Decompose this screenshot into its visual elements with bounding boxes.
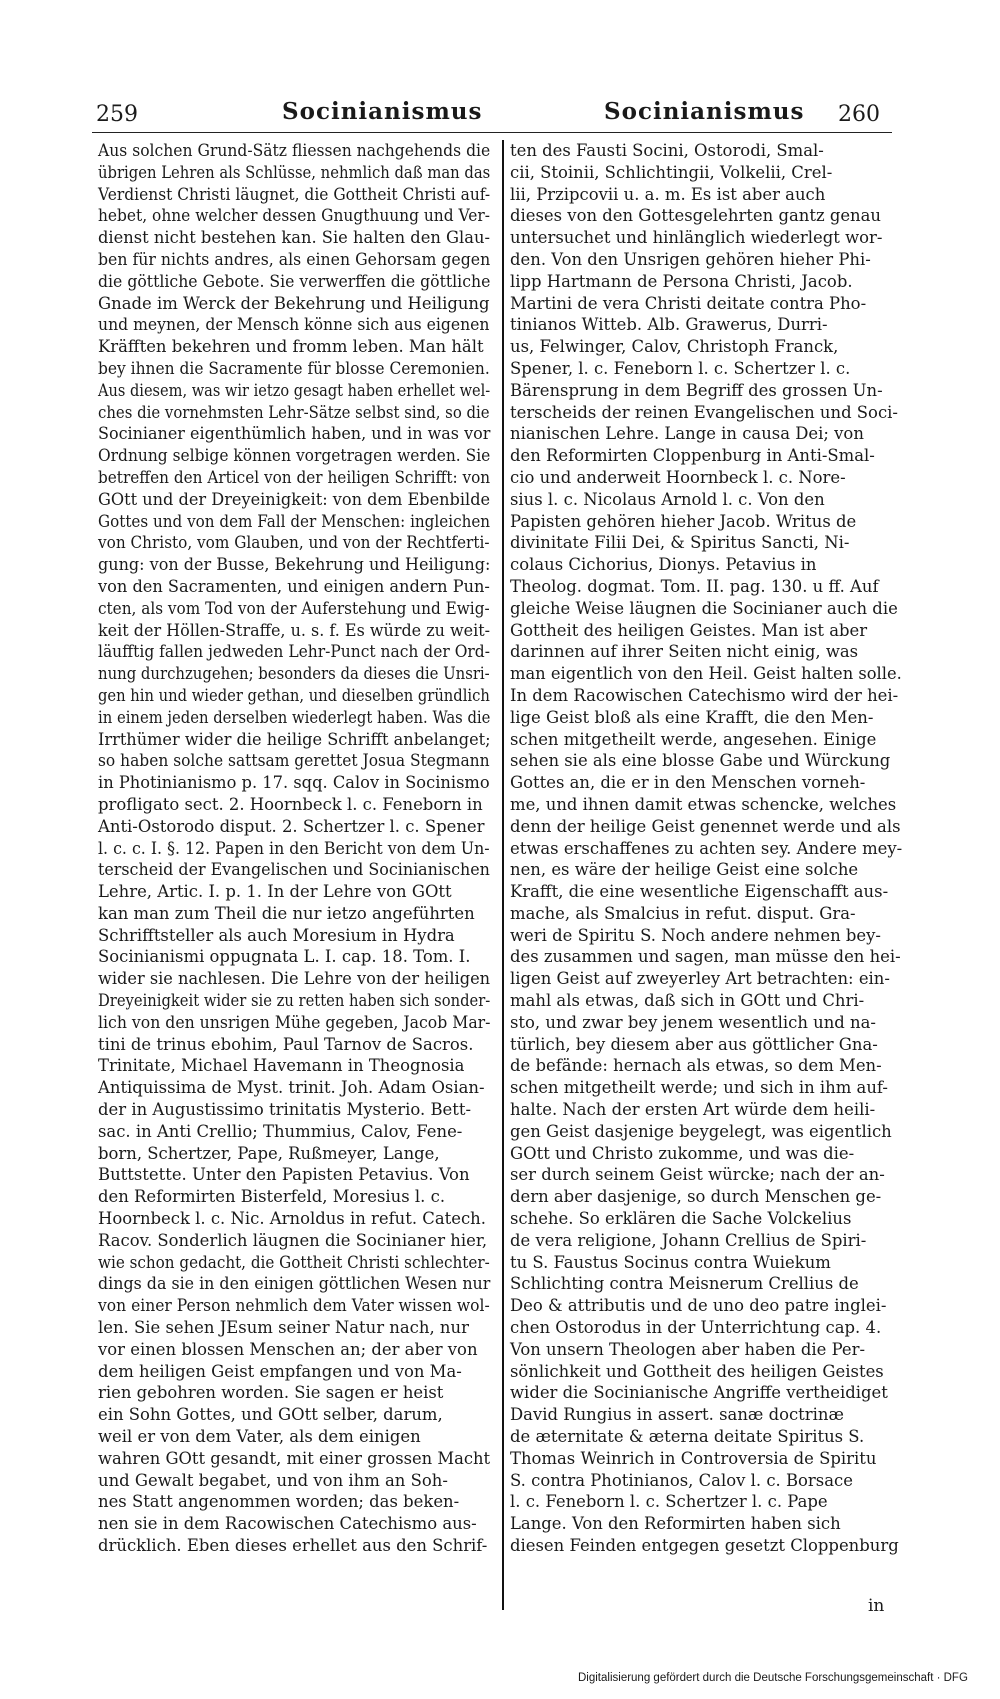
text-line: von Christo, vom Glauben, und von der Rechtferti- [98, 533, 490, 553]
left-page-number: 259 [96, 102, 138, 127]
text-line: so haben solche sattsam gerettet Josua Stegmann [98, 751, 490, 771]
text-line: weil er von dem Vater, als dem einigen [98, 1427, 421, 1447]
text-line: gen Geist dasjenige beygelegt, was eigentlich [510, 1121, 892, 1141]
text-line: S. contra Photinianos, Calov l. c. Borsace [510, 1470, 853, 1490]
text-line: colaus Cichorius, Dionys. Petavius in [510, 555, 817, 575]
text-line: lige Geist bloß als eine Krafft, die den Men- [510, 707, 874, 727]
text-line: de æternitate & æterna deitate Spiritus S. [510, 1427, 865, 1447]
text-line: de vera religione, Johann Crellius de Spiri- [510, 1230, 867, 1250]
text-line: schen mitgetheilt werde; und sich in ihm auf- [510, 1078, 888, 1098]
left-running-head: Socinianismus [282, 98, 483, 125]
text-line: sac. in Anti Crellio; Thummius, Calov, Fene- [98, 1121, 463, 1141]
text-line: und meynen, der Mensch könne sich aus eigenen [98, 315, 490, 335]
text-line: Papisten gehören hieher Jacob. Writus de [510, 511, 857, 531]
text-line: wie schon gedacht, die Gottheit Christi schlechter- [98, 1252, 490, 1272]
text-line: Gottheit des heiligen Geistes. Man ist aber [510, 620, 868, 640]
text-line: divinitate Filii Dei, & Spiritus Sancti, Ni- [510, 533, 850, 553]
text-line: de befände: hernach als etwas, so dem Men- [510, 1056, 882, 1076]
text-line: GOtt und Christo zukomme, und was die- [510, 1143, 855, 1163]
header-rule [92, 132, 892, 133]
text-line: gen hin und wieder gethan, und dieselben gründlich [98, 685, 490, 705]
right-text-column [510, 140, 906, 1557]
text-line: Lehre, Artic. I. p. 1. In der Lehre von GOtt [98, 882, 452, 902]
text-line: sto, und zwar bey jenem wesentlich und na- [510, 1012, 876, 1032]
text-line: GOtt und der Dreyeinigkeit: von dem Ebenbilde [98, 489, 491, 509]
text-line: lipp Hartmann de Persona Christi, Jacob. [510, 271, 853, 291]
text-line: Von unsern Theologen aber haben die Per- [510, 1339, 866, 1359]
text-line: In dem Racowischen Catechismo wird der hei- [510, 685, 899, 705]
left-text-column [98, 140, 494, 1557]
text-line: nianischen Lehre. Lange in causa Dei; von [510, 424, 864, 444]
text-line: Racov. Sonderlich läugnen die Socinianer hier, [98, 1230, 488, 1250]
text-line: l. c. c. I. §. 12. Papen in den Bericht von dem Un- [98, 838, 490, 858]
text-line: l. c. Feneborn l. c. Schertzer l. c. Pape [510, 1492, 828, 1512]
text-line: rien gebohren worden. Sie sagen er heist [98, 1383, 444, 1403]
text-line: türlich, bey diesem aber aus göttlicher Gna- [510, 1034, 878, 1054]
text-line: wider die Socinianische Angriffe vertheidiget [510, 1383, 888, 1403]
text-line: Schrifftsteller als auch Moresium in Hydra [98, 925, 455, 945]
text-line: dieses von den Gottesgelehrten gantz genau [510, 206, 882, 226]
text-line: ein Sohn Gottes, und GOtt selber, darum, [98, 1405, 443, 1425]
text-line: von einer Person nehmlich dem Vater wissen wol- [98, 1296, 490, 1316]
text-line: betreffen den Articel von der heiligen Schrifft: von [98, 467, 491, 487]
text-line: mahl als etwas, daß sich in GOtt und Chri- [510, 991, 865, 1011]
text-line: Schlichting contra Meisnerum Crellius de [510, 1274, 859, 1294]
text-line: Ordnung selbige können vorgetragen werden. Sie [98, 446, 491, 466]
text-line: me, und ihnen damit etwas schencke, welches [510, 794, 897, 814]
text-line: in einem jeden derselben wiederlegt haben. Was die [98, 707, 491, 727]
text-line: die göttliche Gebote. Sie verwerffen die göttliche [98, 271, 491, 291]
text-line: cten, als vom Tod von der Auferstehung und Ewig- [98, 598, 490, 618]
text-line: nung durchzugehen; besonders da dieses die Unsri- [98, 664, 490, 684]
text-line: den Reformirten Bisterfeld, Moresius l. c. [98, 1187, 446, 1207]
text-line: ten des Fausti Socini, Ostorodi, Smal- [510, 141, 824, 160]
text-line: Dreyeinigkeit wider sie zu retten haben sich sonder- [98, 991, 491, 1011]
text-line: terscheid der Evangelischen und Socinianischen [98, 860, 490, 880]
text-line: ches die vornehmsten Lehr-Sätze selbst sind, so die [98, 402, 490, 422]
text-line: der in Augustissimo trinitatis Mysterio. Bett- [98, 1100, 472, 1120]
text-line: tinianos Witteb. Alb. Grawerus, Durri- [510, 315, 828, 335]
text-line: etwas erschaffenes zu achten sey. Andere mey- [510, 838, 903, 858]
text-line: Aus diesem, was wir ietzo gesagt haben erhellet wel- [98, 380, 491, 400]
text-line: born, Schertzer, Pape, Rußmeyer, Lange, [98, 1143, 440, 1163]
text-line: des zusammen und sagen, man müsse den hei- [510, 947, 901, 967]
catchword: in [868, 1596, 885, 1616]
text-line: drücklich. Eben dieses erhellet aus den Schrif- [98, 1536, 488, 1555]
text-line: darinnen auf ihrer Seiten nicht einig, was [510, 642, 859, 662]
text-line: Gnade im Werck der Bekehrung und Heiligung [98, 293, 490, 313]
text-line: Kräfften bekehren und fromm leben. Man hält [98, 337, 484, 357]
text-line: dem heiligen Geist empfangen und von Ma- [98, 1361, 462, 1381]
text-line: chen Ostorodus in der Unterrichtung cap. 4. [510, 1318, 882, 1338]
text-line: wahren GOtt gesandt, mit einer grossen Macht [98, 1448, 491, 1468]
text-line: ser durch seinem Geist würcke; nach der an- [510, 1165, 885, 1185]
text-line: nen sie in dem Racowischen Catechismo aus- [98, 1514, 477, 1534]
text-line: ligen Geist auf zweyerley Art betrachten: ein- [510, 969, 890, 989]
text-line: von den Sacramenten, und einigen andern Pun- [98, 576, 490, 596]
text-line: len. Sie sehen JEsum seiner Natur nach, nur [98, 1318, 469, 1338]
text-line: untersuchet und hinlänglich wiederlegt wor- [510, 228, 883, 248]
text-line: weri de Spiritu S. Noch andere nehmen bey- [510, 925, 881, 945]
text-line: wider sie nachlesen. Die Lehre von der heiligen [98, 969, 491, 989]
text-line: halte. Nach der ersten Art würde dem heili- [510, 1100, 876, 1120]
text-line: nen, es wäre der heilige Geist eine solche [510, 860, 859, 880]
text-line: dienst nicht bestehen kan. Sie halten den Glau- [98, 228, 491, 248]
text-line: ben für nichts andres, als einen Gehorsam gegen [98, 249, 491, 269]
text-line: us, Felwinger, Calov, Christoph Franck, [510, 337, 839, 357]
text-line: schen mitgetheilt werde, angesehen. Einige [510, 729, 877, 749]
text-line: cii, Stoinii, Schlichtingii, Volkelii, Crel- [510, 162, 833, 182]
text-line: Martini de vera Christi deitate contra Pho- [510, 293, 867, 313]
text-line: tini de trinus ebohim, Paul Tarnov de Sacros. [98, 1034, 474, 1054]
page-header [0, 96, 1000, 136]
text-line: Anti-Ostorodo disput. 2. Schertzer l. c. Spener [98, 816, 485, 836]
text-line: Hoornbeck l. c. Nic. Arnoldus in refut. Catech. [98, 1209, 486, 1229]
text-line: Aus solchen Grund-Sätz fliessen nachgehends die [98, 141, 491, 160]
text-line: Gottes und von dem Fall der Menschen: ingleichen [98, 511, 491, 531]
text-line: dings da sie in den einigen göttlichen Wesen nur [98, 1274, 491, 1294]
text-line: den. Von den Unsrigen gehören hieher Phi- [510, 249, 871, 269]
text-line: lii, Przipcovii u. a. m. Es ist aber auch [510, 184, 826, 204]
text-line: übrigen Lehren als Schlüsse, nehmlich daß man das [98, 162, 491, 182]
text-line: keit der Höllen-Straffe, u. s. f. Es würde zu weit- [98, 620, 491, 640]
text-line: Gottes an, die er in den Menschen vorneh- [510, 773, 866, 793]
text-line: Buttstette. Unter den Papisten Petavius. Von [98, 1165, 470, 1185]
right-running-head: Socinianismus [604, 98, 805, 125]
text-line: läufftig fallen jedweden Lehr-Punct nach der Ord- [98, 642, 490, 662]
text-line: lich von den unsrigen Mühe gegeben, Jacob Mar- [98, 1012, 491, 1032]
text-line: gleiche Weise läugnen die Socinianer auch die [510, 598, 898, 618]
text-line: Antiquissima de Myst. trinit. Joh. Adam Osian- [98, 1078, 485, 1098]
text-line: Theolog. dogmat. Tom. II. pag. 130. u ff. Auf [510, 576, 879, 596]
text-line: sönlichkeit und Gottheit des heiligen Geistes [510, 1361, 884, 1381]
text-line: denn der heilige Geist genennet werde und als [510, 816, 901, 836]
text-line: den Reformirten Cloppenburg in Anti-Smal- [510, 446, 875, 466]
text-line: Thomas Weinrich in Controversia de Spiritu [510, 1448, 877, 1468]
text-line: Socinianer eigenthümlich haben, und in was vor [98, 424, 491, 444]
text-line: Lange. Von den Reformirten haben sich [510, 1514, 841, 1534]
text-line: Deo & attributis und de uno deo patre inglei- [510, 1296, 887, 1316]
text-line: cio und anderweit Hoornbeck l. c. Nore- [510, 467, 846, 487]
text-line: David Rungius in assert. sanæ doctrinæ [510, 1405, 844, 1425]
digitization-footer: Digitalisierung gefördert durch die Deutsche Forschungsgemeinschaft · DFG [578, 1672, 968, 1684]
text-line: dern aber dasjenige, so durch Menschen ge- [510, 1187, 882, 1207]
text-line: Krafft, die eine wesentliche Eigenschafft aus- [510, 882, 889, 902]
text-line: in Photinianismo p. 17. sqq. Calov in Socinismo [98, 773, 490, 793]
text-line: sius l. c. Nicolaus Arnold l. c. Von den [510, 489, 825, 509]
text-line: kan man zum Theil die nur ietzo angeführten [98, 903, 475, 923]
text-line: bey ihnen die Sacramente für blosse Ceremonien. [98, 358, 490, 378]
text-line: man eigentlich von den Heil. Geist halten solle. [510, 664, 902, 684]
text-line: Bärensprung in dem Begriff des grossen Un- [510, 380, 883, 400]
text-line: Irrthümer wider die heilige Schrifft anbelanget; [98, 729, 491, 749]
text-line: Trinitate, Michael Havemann in Theognosia [98, 1056, 465, 1076]
text-line: Spener, l. c. Feneborn l. c. Schertzer l. c. [510, 358, 851, 378]
text-line: vor einen blossen Menschen an; der aber von [98, 1339, 478, 1359]
text-line: profligato sect. 2. Hoornbeck l. c. Feneborn in [98, 794, 483, 814]
text-line: und Gewalt begabet, und von ihm an Soh- [98, 1470, 448, 1490]
text-line: nes Statt angenommen worden; das beken- [98, 1492, 460, 1512]
text-line: Socinianismi oppugnata L. I. cap. 18. Tom. I. [98, 947, 471, 967]
text-line: schehe. So erklären die Sache Volckelius [510, 1209, 852, 1229]
text-line: Verdienst Christi läugnet, die Gottheit Christi auf- [98, 184, 491, 204]
text-line: diesen Feinden entgegen gesetzt Cloppenburg [510, 1536, 899, 1555]
column-divider [502, 140, 504, 1610]
text-line: terscheids der reinen Evangelischen und Soci- [510, 402, 898, 422]
text-line: mache, als Smalcius in refut. disput. Gra- [510, 903, 856, 923]
right-page-number: 260 [838, 102, 880, 127]
text-line: tu S. Faustus Socinus contra Wuiekum [510, 1252, 831, 1272]
text-line: sehen sie als eine blosse Gabe und Würckung [510, 751, 891, 771]
text-line: gung: von der Busse, Bekehrung und Heiligung: [98, 555, 491, 575]
text-line: hebet, ohne welcher dessen Gnugthuung und Ver- [98, 206, 490, 226]
